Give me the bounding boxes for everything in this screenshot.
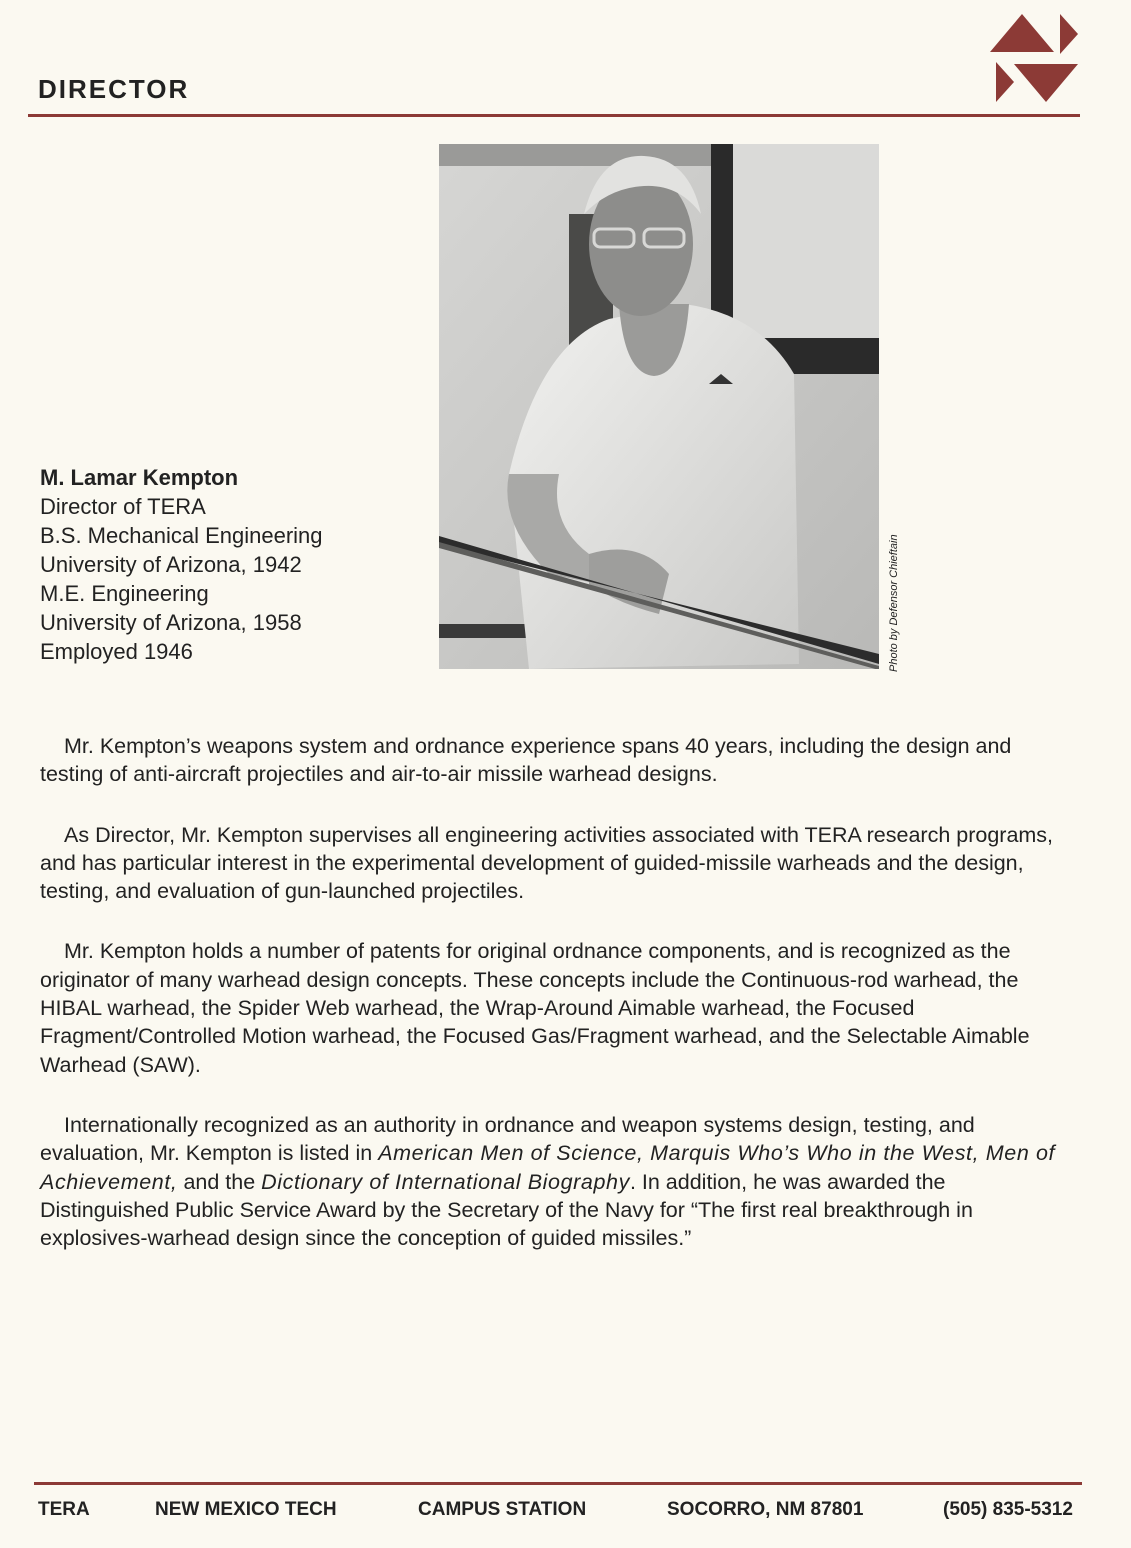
footer-school: NEW MEXICO TECH — [155, 1499, 337, 1520]
recognition-text: and the — [177, 1169, 262, 1194]
page-title: DIRECTOR — [38, 74, 190, 104]
bio-line: M.E. Engineering — [40, 581, 209, 606]
footer-rule — [34, 1482, 1082, 1485]
bio-line: Employed 1946 — [40, 639, 193, 664]
bio-line: B.S. Mechanical Engineering — [40, 523, 323, 548]
director-portrait-photo — [439, 144, 879, 669]
recognition-publications: American Men of Science, Marquis Who’s Who in the West, Men of Achievement, — [40, 1141, 1056, 1194]
footer-phone: (505) 835-5312 — [943, 1499, 1073, 1520]
paragraph-patents: Mr. Kempton holds a number of patents for original ordnance components, and is recognized as the originator of many warhead design concepts. These concepts include the Continuous-rod warhead, the HIBAL warhead, the Spider Web warhead, the Wrap-Around Aimable warhead, the Focused Fragment/Controlled Motion warhead, the Focused Gas/Fragment warhead, and the Selectable Aimable Warhead (SAW). — [40, 939, 1030, 1077]
paragraph-experience: Mr. Kempton’s weapons system and ordnance experience spans 40 years, including the design and testing of anti-aircraft projectiles and air-to-air missile warhead designs. — [40, 734, 1012, 787]
director-name: M. Lamar Kempton — [40, 465, 239, 490]
footer-city: SOCORRO, NM 87801 — [667, 1499, 864, 1520]
bio-line: University of Arizona, 1958 — [40, 610, 302, 635]
paragraph-director-role: As Director, Mr. Kempton supervises all engineering activities associated with TERA research programs, and has particular interest in the experimental development of guided-missile warheads and the design, testing, and evaluation of gun-launched projectiles. — [40, 822, 1054, 904]
paragraph-recognition — [40, 1111, 1070, 1252]
bio-line: Director of TERA — [40, 494, 206, 519]
tera-triangles-logo-icon — [980, 10, 1080, 106]
recognition-text: Internationally recognized as an authority in ordnance and weapon systems design, testing, and evaluation, Mr. Kempton is listed in — [40, 1112, 975, 1166]
recognition-publication: Dictionary of International Biography — [261, 1169, 630, 1194]
recognition-text: . In addition, he was awarded the Distinguished Public Service Award by the Secretary of the Navy for “The first real breakthrough in explosives-warhead design since the conception of guided missiles.” — [40, 1169, 973, 1251]
header-rule — [28, 114, 1080, 117]
bio-line: University of Arizona, 1942 — [40, 552, 302, 577]
footer-org: TERA — [38, 1499, 90, 1520]
bio-block — [40, 463, 430, 666]
photo-credit: Photo by Defensor Chieftain — [888, 534, 900, 672]
body-text — [40, 732, 1070, 1284]
footer-station: CAMPUS STATION — [418, 1499, 587, 1520]
